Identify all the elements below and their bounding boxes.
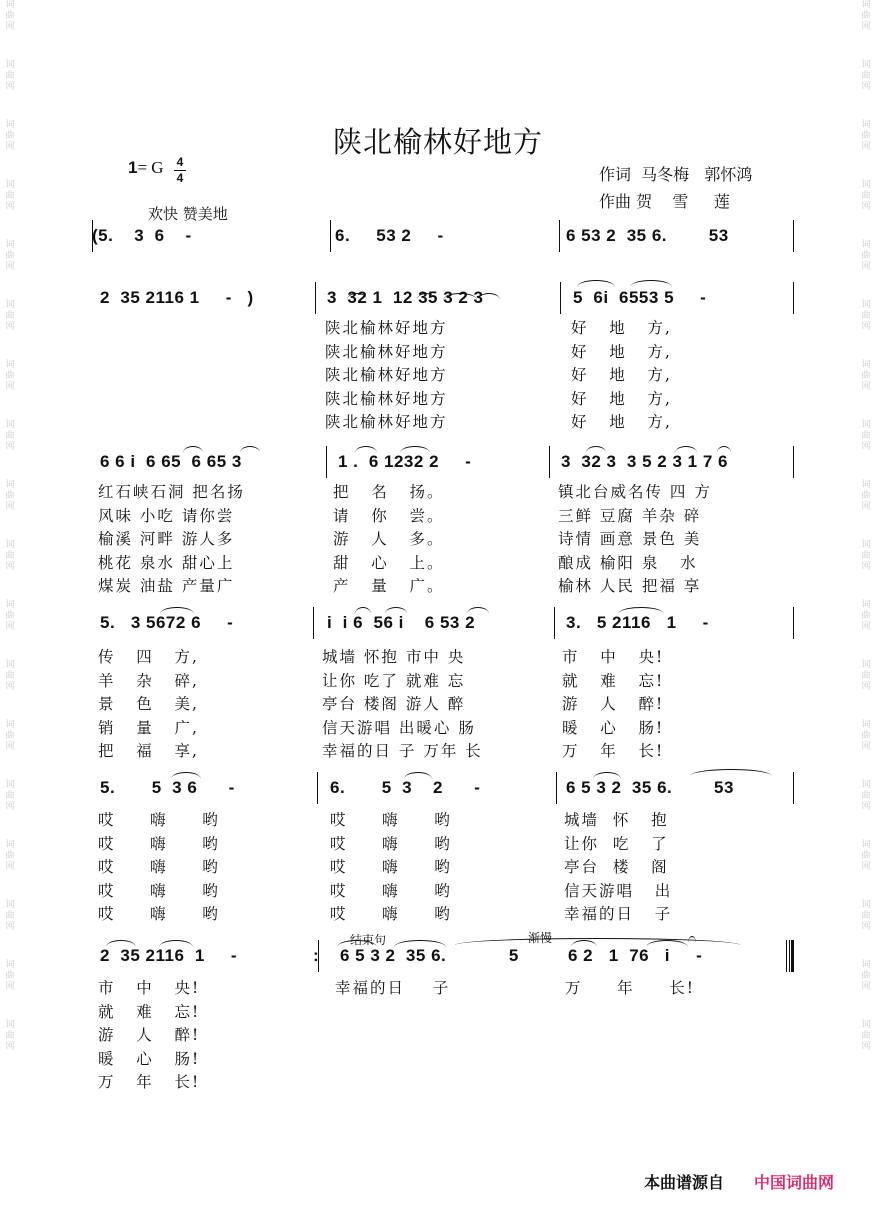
note-measure-2-2: 3 32 3 3 5 2 3 1 7 6: [561, 452, 728, 471]
barline: [793, 607, 794, 639]
lyricist-credit: 作词 马冬梅 郭怀鸿: [599, 165, 753, 184]
watermark-mark: 词 曲 网: [861, 0, 871, 32]
watermark-mark: 词 曲 网: [5, 60, 15, 92]
lyric-line: 桃花 泉水 甜心上: [98, 553, 235, 572]
lyric-line: 让你 吃 了: [564, 834, 669, 853]
watermark-mark: 词 曲 网: [5, 240, 15, 272]
tie-slur: [160, 607, 194, 614]
ending-mark: 结束句: [350, 933, 387, 947]
lyric-line: 煤炭 油盐 产量广: [98, 577, 235, 595]
tie-slur: [455, 938, 740, 945]
lyric-line: 榆溪 河畔 游人多: [98, 530, 235, 548]
note-measure-0-0: (5. 3 6 -: [92, 226, 192, 245]
lyric-line: 幸福的日 子: [564, 905, 673, 923]
note-measure-3-2: 3. 5 2116 1 -: [566, 613, 709, 632]
barline: [317, 772, 318, 804]
tie-slur: [240, 446, 260, 453]
lyric-line: 陕北榆林好地方: [325, 389, 448, 408]
watermark-mark: 词 曲 网: [861, 1020, 871, 1052]
song-title: 陕北榆林好地方: [332, 125, 543, 159]
watermark-mark: 词 曲 网: [861, 300, 871, 332]
tie-slur: [717, 446, 731, 453]
barline: [554, 607, 555, 639]
lyric-line: 幸福的日 子: [335, 979, 451, 997]
watermark-mark: 词 曲 网: [5, 840, 15, 872]
tie-slur: [593, 772, 621, 779]
lyric-line: 暖 心 肠!: [562, 718, 665, 737]
note-measure-0-2: 6 53 2 35 6. 53: [566, 226, 729, 245]
final-barline: [786, 940, 794, 972]
watermark-mark: 词 曲 网: [861, 900, 871, 932]
key-signature: 1= G: [128, 158, 164, 177]
repeat-sign: :: [313, 946, 320, 965]
watermark-mark: 词 曲 网: [861, 720, 871, 752]
lyric-line: 游 人 醉!: [562, 695, 665, 713]
lyric-line: 羊 杂 碎,: [98, 671, 199, 690]
lyric-line: 万 年 长!: [98, 1073, 201, 1091]
tie-slur: [618, 607, 664, 614]
lyric-line: 游 人 多。: [333, 530, 445, 548]
watermark-mark: 词 曲 网: [5, 660, 15, 692]
lyric-line: 就 难 忘!: [562, 671, 665, 690]
watermark-mark: 词 曲 网: [5, 1020, 15, 1052]
tie-slur: [404, 772, 432, 779]
lyric-line: 诗情 画意 景色 美: [558, 530, 702, 548]
note-measure-2-1: 1 . 6 1232 2 -: [338, 452, 472, 471]
watermark-mark: 词 曲 网: [5, 540, 15, 572]
watermark-mark: 词 曲 网: [861, 420, 871, 452]
lyric-line: 市 中 央!: [562, 648, 665, 666]
watermark-mark: 词 曲 网: [5, 720, 15, 752]
note-measure-5-1: 6 5 3 2 35 6. 5: [340, 946, 519, 965]
lyric-line: 甜 心 上。: [333, 553, 445, 572]
watermark-mark: 词 曲 网: [5, 360, 15, 392]
lyric-line: 亭台 楼 阁: [564, 858, 669, 876]
tie-slur: [630, 280, 672, 287]
tie-slur: [571, 940, 597, 947]
note-measure-1-1: 3 32 1 12 35 3 2 3: [327, 288, 484, 307]
tie-slur: [171, 772, 201, 779]
watermark-mark: 词 曲 网: [861, 120, 871, 152]
lyric-line: 哎 嗨 哟: [98, 858, 220, 876]
note-measure-3-1: i i 6 56 i 6 53 2: [327, 613, 476, 632]
tie-slur: [400, 446, 430, 453]
note-measure-2-0: 6 6 i 6 65 6 65 3: [100, 452, 242, 471]
watermark-mark: 词 曲 网: [861, 480, 871, 512]
tie-slur: [443, 293, 477, 300]
lyric-line: 哎 嗨 哟: [98, 834, 220, 853]
ritardando-mark: 渐慢: [528, 931, 553, 945]
lyric-line: 好 地 方,: [571, 319, 672, 337]
barline: [793, 282, 794, 314]
note-measure-1-2: 5 6i 6553 5 -: [573, 288, 707, 307]
barline: [326, 446, 327, 478]
tie-slur: [467, 607, 489, 614]
barline: [315, 282, 316, 314]
lyric-line: 好 地 方,: [571, 366, 672, 384]
barline: [793, 220, 794, 252]
lyric-line: 销 量 广,: [98, 718, 199, 737]
watermark-mark: 词 曲 网: [5, 960, 15, 992]
tie-slur: [675, 446, 697, 453]
tie-slur: [106, 940, 136, 947]
watermark-mark: 词 曲 网: [5, 600, 15, 632]
barline: [92, 220, 93, 252]
tie-slur: [646, 940, 688, 947]
note-measure-4-2: 6 5 3 2 35 6. 53: [566, 778, 734, 797]
lyric-line: 城墙 怀抱 市中 央: [322, 648, 466, 666]
lyric-line: 陕北榆林好地方: [325, 342, 448, 361]
tie-slur: [385, 607, 407, 614]
lyric-line: 哎 嗨 哟: [330, 834, 452, 853]
lyric-line: 陕北榆林好地方: [325, 366, 448, 384]
tie-slur: [478, 293, 500, 300]
watermark-mark: 词 曲 网: [5, 900, 15, 932]
lyric-line: 好 地 方,: [571, 389, 672, 408]
lyric-line: 产 量 广。: [333, 577, 445, 595]
lyric-line: 哎 嗨 哟: [98, 881, 220, 900]
tie-slur: [355, 446, 377, 453]
watermark-mark: 词 曲 网: [861, 240, 871, 272]
watermark-mark: 词 曲 网: [5, 780, 15, 812]
lyric-line: 三鲜 豆腐 羊杂 碎: [558, 506, 702, 525]
lyric-line: 红石峡石洞 把名扬: [98, 483, 245, 501]
watermark-mark: 词 曲 网: [861, 780, 871, 812]
tie-slur: [159, 940, 193, 947]
watermark-mark: 词 曲 网: [861, 960, 871, 992]
lyric-line: 好 地 方,: [571, 342, 672, 361]
lyric-line: 传 四 方,: [98, 648, 199, 666]
lyric-line: 镇北台威名传 四 方: [558, 483, 712, 501]
watermark-mark: 词 曲 网: [861, 540, 871, 572]
watermark-mark: 词 曲 网: [861, 840, 871, 872]
watermark-right: [859, 0, 873, 1080]
time-signature: 4 4: [174, 155, 186, 186]
lyric-line: 哎 嗨 哟: [330, 881, 452, 900]
barline: [560, 282, 561, 314]
lyric-line: 市 中 央!: [98, 979, 201, 997]
watermark-mark: 词 曲 网: [861, 60, 871, 92]
lyric-line: 信天游唱 出暖心 肠: [322, 718, 476, 737]
lyric-line: 风味 小吃 请你尝: [98, 506, 235, 525]
note-measure-0-1: 6. 53 2 -: [335, 226, 444, 245]
lyric-line: 让你 吃了 就难 忘: [322, 671, 466, 690]
lyric-line: 榆林 人民 把福 享: [558, 577, 702, 595]
note-measure-3-0: 5. 3 5672 6 -: [100, 613, 234, 632]
watermark-mark: 词 曲 网: [5, 480, 15, 512]
barline: [556, 772, 557, 804]
watermark-mark: 词 曲 网: [5, 0, 15, 32]
watermark-mark: 词 曲 网: [5, 300, 15, 332]
tie-slur: [417, 293, 435, 300]
tie-slur: [355, 607, 371, 614]
tie-slur: [586, 446, 606, 453]
lyric-line: 信天游唱 出: [564, 881, 673, 900]
lyric-line: 哎 嗨 哟: [330, 905, 452, 923]
note-measure-4-1: 6. 5 3 2 -: [330, 778, 481, 797]
lyric-line: 把 福 享,: [98, 742, 199, 760]
tie-slur: [688, 936, 696, 943]
watermark-mark: 词 曲 网: [5, 180, 15, 212]
tie-slur: [183, 446, 203, 453]
lyric-line: 哎 嗨 哟: [98, 811, 220, 829]
lyric-line: 游 人 醉!: [98, 1026, 201, 1044]
note-measure-5-2: 6 2 1 76 i -: [568, 946, 703, 965]
note-measure-4-0: 5. 5 3 6 -: [100, 778, 235, 797]
lyric-line: 哎 嗨 哟: [330, 811, 452, 829]
barline: [559, 220, 560, 252]
lyric-line: 哎 嗨 哟: [330, 858, 452, 876]
tie-slur: [690, 769, 772, 776]
lyric-line: 幸福的日 子 万年 长: [322, 742, 483, 760]
barline: [313, 607, 314, 639]
lyric-line: 景 色 美,: [98, 695, 199, 713]
note-measure-1-0: 2 35 2116 1 - ): [100, 288, 254, 307]
watermark-mark: 词 曲 网: [861, 180, 871, 212]
lyric-line: 好 地 方,: [571, 413, 672, 431]
lyric-line: 请 你 尝。: [333, 506, 445, 525]
footer-site: 中国词曲网: [754, 1173, 835, 1192]
lyric-line: 城墙 怀 抱: [564, 811, 669, 829]
watermark-mark: 词 曲 网: [5, 420, 15, 452]
tie-slur: [347, 293, 367, 300]
lyric-line: 陕北榆林好地方: [325, 319, 448, 337]
watermark-mark: 词 曲 网: [861, 360, 871, 392]
lyric-line: 把 名 扬。: [333, 483, 445, 501]
lyric-line: 万 年 长!: [565, 979, 695, 997]
lyric-line: 暖 心 肠!: [98, 1049, 201, 1068]
composer-credit: 作曲 贺 雪 莲: [599, 192, 730, 211]
watermark-mark: 词 曲 网: [861, 660, 871, 692]
tie-slur: [394, 940, 446, 947]
lyric-line: 陕北榆林好地方: [325, 413, 448, 431]
watermark-left: [3, 0, 17, 1080]
footer-source: 本曲谱源自: [644, 1173, 725, 1192]
barline: [549, 446, 550, 478]
lyric-line: 就 难 忘!: [98, 1002, 201, 1021]
watermark-mark: 词 曲 网: [5, 120, 15, 152]
barline: [793, 446, 794, 478]
lyric-line: 哎 嗨 哟: [98, 905, 220, 923]
lyric-line: 万 年 长!: [562, 742, 665, 760]
note-measure-5-0: 2 35 2116 1 -: [100, 946, 238, 965]
lyric-line: 亭台 楼阁 游人 醉: [322, 695, 466, 713]
watermark-mark: 词 曲 网: [861, 600, 871, 632]
tie-slur: [577, 280, 615, 287]
barline: [330, 220, 331, 252]
lyric-line: 酿成 榆阳 泉 水: [558, 553, 698, 572]
barline: [793, 772, 794, 804]
tempo-marking: 欢快 赞美地: [148, 205, 228, 223]
